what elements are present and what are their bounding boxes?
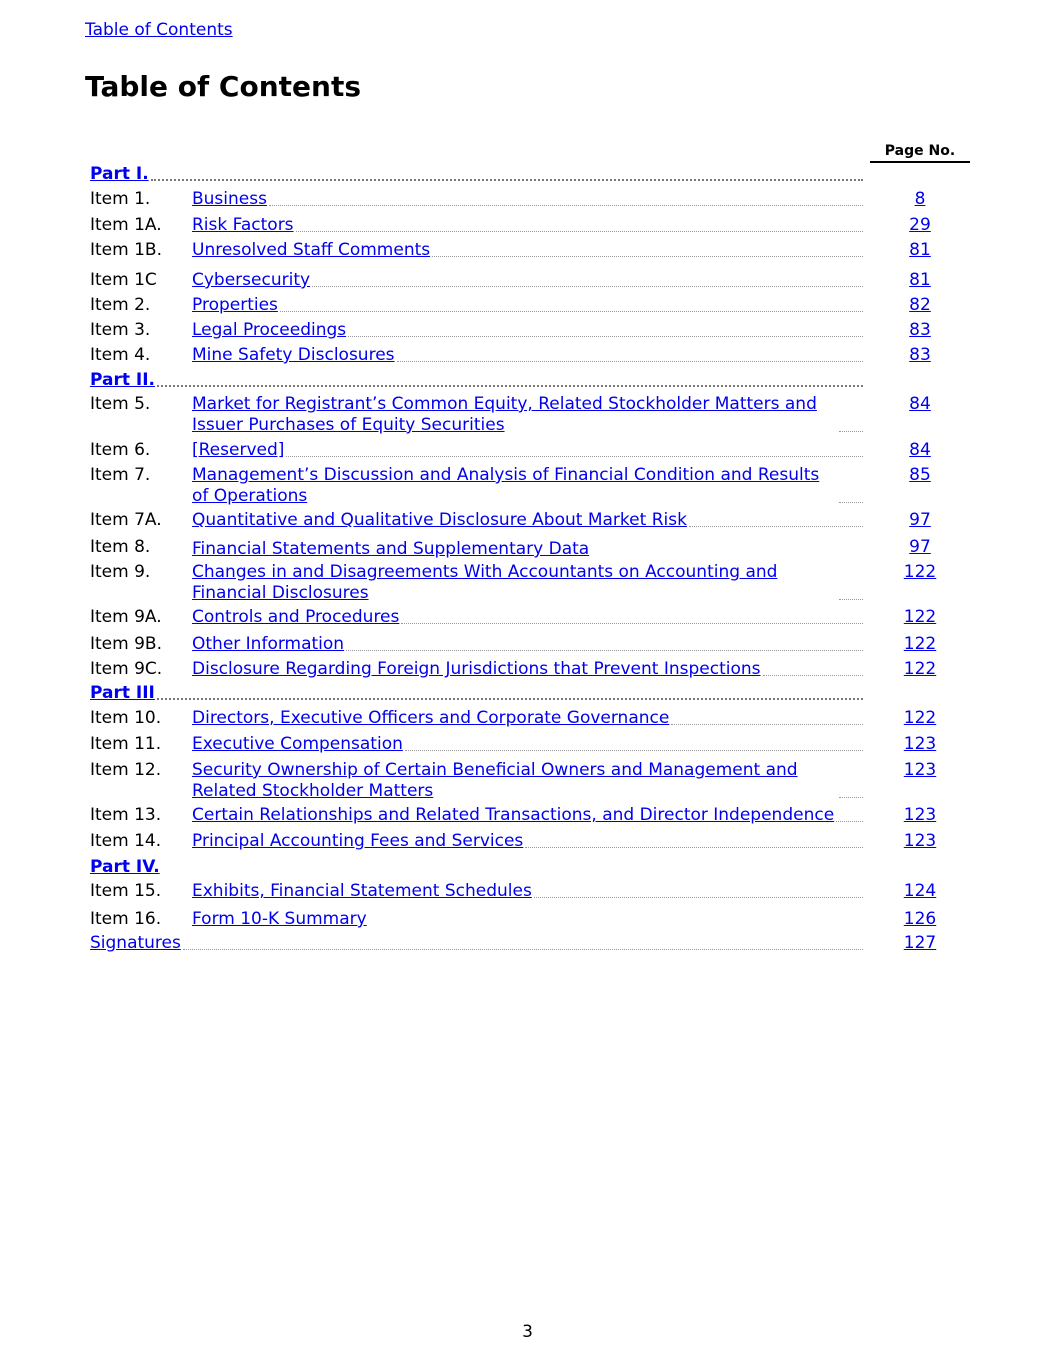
dot-leader: [348, 336, 863, 337]
dot-leader: [836, 821, 863, 822]
item-7a-link[interactable]: Quantitative and Qualitative Disclosure About Market Risk: [192, 510, 687, 530]
item-12-page-link[interactable]: 123: [903, 760, 937, 780]
item-14-link[interactable]: Principal Accounting Fees and Services: [192, 831, 524, 851]
dot-leader: [525, 847, 863, 848]
page-number: 3: [522, 1322, 533, 1342]
dot-leader: [286, 456, 863, 457]
page-no-header: Page No.: [870, 143, 970, 163]
dot-leader: [405, 750, 863, 751]
item-label: Item 5.: [90, 394, 151, 414]
table-of-contents-link[interactable]: Table of Contents: [85, 20, 233, 40]
item-label: Item 4.: [90, 345, 151, 365]
item-9c-page-link[interactable]: 122: [903, 659, 937, 679]
dot-leader: [269, 205, 863, 206]
part-1-link[interactable]: Part I.: [90, 164, 149, 184]
item-label: Item 1B.: [90, 240, 162, 260]
dot-leader: [839, 502, 863, 503]
item-13-link[interactable]: Certain Relationships and Related Transactions, and Director Independence: [192, 805, 835, 825]
item-2-link[interactable]: Properties: [192, 295, 278, 315]
dot-leader: [312, 286, 863, 287]
item-9b-link[interactable]: Other Information: [192, 634, 345, 654]
item-1-link[interactable]: Business: [192, 189, 267, 209]
item-1a-link[interactable]: Risk Factors: [192, 215, 294, 235]
part-3-link[interactable]: Part III: [90, 683, 155, 703]
item-1-page-link[interactable]: 8: [914, 189, 926, 209]
item-label: Item 6.: [90, 440, 151, 460]
item-label: Item 1.: [90, 189, 151, 209]
signatures-page-link[interactable]: 127: [903, 933, 937, 953]
item-11-link[interactable]: Executive Compensation: [192, 734, 403, 754]
item-label: Item 11.: [90, 734, 162, 754]
dot-leader: [280, 311, 863, 312]
dot-leader: [839, 599, 863, 600]
item-label: Item 9C.: [90, 659, 163, 679]
item-15-link[interactable]: Exhibits, Financial Statement Schedules: [192, 881, 532, 901]
item-9-page-link[interactable]: 122: [903, 562, 937, 582]
item-label: Item 9.: [90, 562, 151, 582]
dot-leader: [183, 949, 863, 950]
item-4-page-link[interactable]: 83: [909, 345, 931, 365]
item-label: Item 7A.: [90, 510, 162, 530]
item-9a-link[interactable]: Controls and Procedures: [192, 607, 400, 627]
dot-leader: [671, 724, 863, 725]
item-10-page-link[interactable]: 122: [903, 708, 937, 728]
item-label: Item 14.: [90, 831, 162, 851]
item-10-link[interactable]: Directors, Executive Officers and Corporate Governance: [192, 708, 670, 728]
item-1c-link[interactable]: Cybersecurity: [192, 270, 311, 290]
item-label: Item 15.: [90, 881, 162, 901]
dot-leader: [839, 797, 863, 798]
item-label: Item 2.: [90, 295, 151, 315]
item-label: Item 9B.: [90, 634, 162, 654]
item-13-page-link[interactable]: 123: [903, 805, 937, 825]
dot-leader: [157, 385, 863, 387]
item-1a-page-link[interactable]: 29: [909, 215, 931, 235]
item-6-link[interactable]: [Reserved]: [192, 440, 285, 460]
item-2-page-link[interactable]: 82: [909, 295, 931, 315]
dot-leader: [397, 361, 863, 362]
dot-leader: [763, 675, 863, 676]
dot-leader: [432, 256, 863, 257]
item-11-page-link[interactable]: 123: [903, 734, 937, 754]
item-label: Item 8.: [90, 537, 151, 557]
part-4-link[interactable]: Part IV.: [90, 857, 160, 877]
dot-leader: [346, 650, 863, 651]
item-5-page-link[interactable]: 84: [909, 394, 931, 414]
item-1b-page-link[interactable]: 81: [909, 240, 931, 260]
dot-leader: [534, 897, 863, 898]
item-16-page-link[interactable]: 126: [903, 909, 937, 929]
item-8-page-link[interactable]: 97: [909, 537, 931, 557]
item-label: Item 1A.: [90, 215, 162, 235]
item-7-page-link[interactable]: 85: [909, 465, 931, 485]
item-5-link[interactable]: Market for Registrant’s Common Equity, Related Stockholder Matters and Issuer Purchases of Equity Securities: [192, 394, 817, 435]
dot-leader: [839, 431, 863, 432]
item-7-link[interactable]: Management’s Discussion and Analysis of Financial Condition and Results of Operations: [192, 465, 820, 506]
item-16-link[interactable]: Form 10-K Summary: [192, 909, 367, 929]
item-label: Item 10.: [90, 708, 162, 728]
signatures-link[interactable]: Signatures: [90, 933, 181, 953]
dot-leader: [157, 698, 863, 700]
item-label: Item 7.: [90, 465, 151, 485]
item-label: Item 9A.: [90, 607, 162, 627]
item-9c-link[interactable]: Disclosure Regarding Foreign Jurisdictions that Prevent Inspections: [192, 659, 761, 679]
item-4-link[interactable]: Mine Safety Disclosures: [192, 345, 395, 365]
item-label: Item 13.: [90, 805, 162, 825]
dot-leader: [151, 179, 863, 181]
item-14-page-link[interactable]: 123: [903, 831, 937, 851]
item-3-link[interactable]: Legal Proceedings: [192, 320, 347, 340]
item-12-link[interactable]: Security Ownership of Certain Beneficial Owners and Management and Related Stockholder Matters: [192, 760, 798, 801]
dot-leader: [296, 231, 863, 232]
item-8-link[interactable]: Financial Statements and Supplementary Data: [192, 539, 590, 559]
dot-leader: [689, 526, 863, 527]
item-9b-page-link[interactable]: 122: [903, 634, 937, 654]
item-6-page-link[interactable]: 84: [909, 440, 931, 460]
item-9-link[interactable]: Changes in and Disagreements With Accountants on Accounting and Financial Disclosures: [192, 562, 778, 603]
item-1c-page-link[interactable]: 81: [909, 270, 931, 290]
item-label: Item 12.: [90, 760, 162, 780]
item-9a-page-link[interactable]: 122: [903, 607, 937, 627]
item-label: Item 3.: [90, 320, 151, 340]
item-label: Item 1C: [90, 270, 157, 290]
part-2-link[interactable]: Part II.: [90, 370, 156, 390]
item-1b-link[interactable]: Unresolved Staff Comments: [192, 240, 431, 260]
dot-leader: [401, 623, 863, 624]
item-7a-page-link[interactable]: 97: [909, 510, 931, 530]
page-title: Table of Contents: [85, 70, 362, 103]
item-15-page-link[interactable]: 124: [903, 881, 937, 901]
item-label: Item 16.: [90, 909, 162, 929]
item-3-page-link[interactable]: 83: [909, 320, 931, 340]
